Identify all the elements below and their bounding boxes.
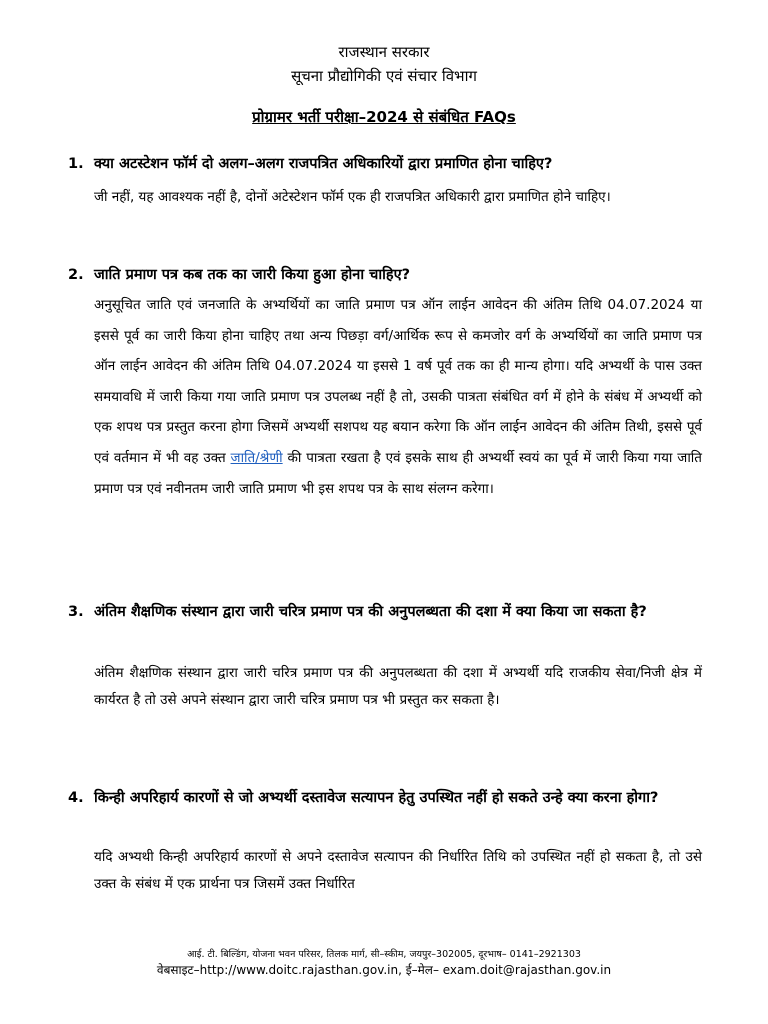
government-name: राजस्थान सरकार (338, 43, 430, 61)
faq-question-3 (68, 598, 702, 627)
department-name: सूचना प्रौद्योगिकी एवं संचार विभाग (291, 67, 477, 85)
faq-answer-4: यदि अभ्यथी किन्ही अपरिहार्य कारणों से अपने दस्तावेज सत्यापन की निर्धारित तिथि को उपस्थित नहीं हो सकता है, तो उसे उक्त के संबंध में एक प्रार्थना पत्र जिसमें उक्त निर्धारित (94, 849, 702, 892)
faq-number-4: 4. (68, 790, 84, 806)
faq-answer-2-part1: अनुसूचित जाति एवं जनजाति के अभ्यर्थियों का जाति प्रमाण पत्र ऑन लाईन आवेदन की अंतिम तिथि 04.07.2024 या इससे पूर्व का जारी किया होना चाहिए तथा अन्य पिछड़ा वर्ग/आर्थिक रूप से कमजोर वर्ग के अभ्यर्थियों का जाति प्रमाण पत्र ऑन लाईन आवेदन की अंतिम तिथि 04.07.2024 या इससे 1 वर्ष पूर्व तक का ही मान्य होगा। यदि अभ्यर्थी के पास उक्त समयावधि में जारी किया गया जाति प्रमाण पत्र उपलब्ध नहीं है तो, उसकी पात्रता संबंधित वर्ग में होने के संबंध में अभ्यर्थी को एक शपथ पत्र प्रस्तुत करना होगा जिसमें अभ्यर्थी सशपथ यह बयान करेगा कि ऑन लाईन आवेदन की अंतिम तिथी, इससे पूर्व एवं वर्तमान में भी वह उक्त (94, 297, 702, 466)
document-title: प्रोग्रामर भर्ती परीक्षा–2024 से संबंधित FAQs (252, 108, 516, 126)
faq-question-text-3: अंतिम शैक्षणिक संस्थान द्वारा जारी चरित्र प्रमाण पत्र की अनुपलब्धता की दशा में क्या किया जा सकता है? (94, 604, 647, 620)
faq-question-text-2: जाति प्रमाण पत्र कब तक का जारी किया हुआ होना चाहिए? (94, 267, 411, 283)
faq-question-4 (68, 784, 702, 813)
faq-question-2 (68, 261, 702, 290)
caste-category-link[interactable]: जाति/श्रेणी (230, 449, 283, 466)
faq-question-1 (68, 150, 702, 179)
footer-address: आई. टी. बिल्डिंग, योजना भवन परिसर, तिलक मार्ग, सी–स्कीम, जयपुर–302005, दूरभाष– 0141–2921303 (187, 949, 581, 960)
faq-answer-2-part2: की पात्रता रखता है एवं इसके साथ ही अभ्यर्थी स्वयं का पूर्व में जारी किया गया जाति प्रमाण पत्र एवं नवीनतम जारी जाति प्रमाण भी इस शपथ पत्र के साथ संलग्न करेगा। (94, 449, 703, 497)
faq-question-text-4: किन्ही अपरिहार्य कारणों से जो अभ्यर्थी दस्तावेज सत्यापन हेतु उपस्थित नहीं हो सकते उन्हे क्या करना होगा? (94, 790, 659, 806)
footer-contact: वेबसाइट–http://www.doitc.rajasthan.gov.in, ई–मेल– exam.doit@rajasthan.gov.in (156, 963, 612, 977)
faq-answer-3: अंतिम शैक्षणिक संस्थान द्वारा जारी चरित्र प्रमाण पत्र की अनुपलब्धता की दशा में अभ्यर्थी यदि राजकीय सेवा/निजी क्षेत्र में कार्यरत है तो उसे अपने संस्थान द्वारा जारी चरित्र प्रमाण पत्र भी प्रस्तुत कर सकता है। (94, 665, 702, 708)
faq-number-3: 3. (68, 604, 84, 620)
faq-number-1: 1. (68, 156, 84, 172)
faq-answer-2 (94, 290, 702, 504)
faq-question-text-1: क्या अटस्टेशन फॉर्म दो अलग–अलग राजपत्रित अधिकारियों द्वारा प्रमाणित होना चाहिए? (94, 156, 553, 172)
faq-answer-1: जी नहीं, यह आवश्यक नहीं है, दोनों अटेस्टेशन फॉर्म एक ही राजपत्रित अधिकारी द्वारा प्रमाणित होने चाहिए। (94, 189, 611, 205)
faq-number-2: 2. (68, 267, 84, 283)
